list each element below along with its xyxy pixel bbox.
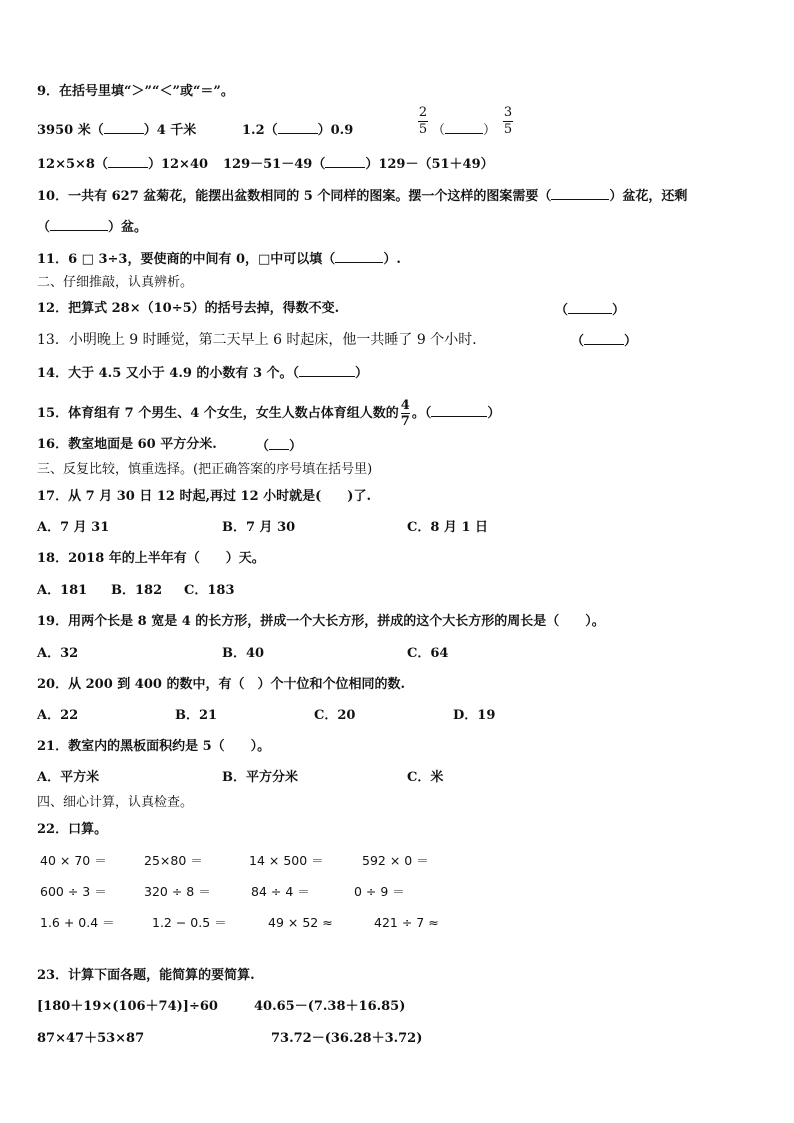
paren-right: ）	[624, 334, 638, 349]
q9-item-4-right: ）12×40	[147, 157, 209, 172]
answer-blank[interactable]	[335, 250, 383, 263]
q13-judge	[571, 332, 637, 350]
answer-blank[interactable]	[50, 218, 108, 231]
numerator: 2	[418, 105, 428, 120]
oral-calc-item: 0 ÷ 9 ＝	[354, 884, 405, 899]
q18-text: 18．2018 年的上半年有（ ）天。	[37, 551, 265, 566]
answer-blank[interactable]	[445, 121, 483, 134]
q13-text: 13．小明晚上 9 时睡觉，第二天早上 6 时起床，他一共睡了 9 个小时．	[37, 332, 487, 348]
oral-calc-item: 320 ÷ 8 ＝	[144, 884, 211, 899]
paren-left: （	[555, 303, 569, 318]
q17-option-c[interactable]: C．8 月 1 日	[407, 520, 489, 535]
paren-right: ）	[612, 303, 626, 318]
section-2-heading: 二、仔细推敲，认真辨析。	[37, 275, 194, 290]
paren-right: ）	[355, 366, 369, 381]
q11-text: 11．6 □ 3÷3，要使商的中间有 0，□中可以填（	[37, 252, 336, 267]
oral-calc-item: 49 × 52 ≈	[268, 915, 333, 930]
q11	[37, 250, 401, 268]
paren-right: ）	[289, 439, 303, 454]
q20-text: 20．从 200 到 400 的数中，有（ ）个十位和个位相同的数.	[37, 677, 405, 692]
q18-option-c[interactable]: C．183	[184, 583, 235, 598]
numerator: 4	[400, 398, 410, 413]
paren-left: （	[256, 439, 270, 454]
denominator: 5	[418, 122, 428, 137]
q21-text: 21．教室内的黑板面积约是 5（ ）。	[37, 739, 271, 754]
q9-item-5	[223, 155, 494, 173]
denominator: 7	[400, 414, 410, 429]
calc-expression: 73.72－(36.28＋3.72)	[271, 1031, 423, 1046]
q9-item-2	[242, 121, 353, 139]
q20-option-b[interactable]: B．21	[175, 708, 218, 723]
paren-left: （	[571, 334, 585, 349]
q10-text: 10．一共有 627 盆菊花，能摆出盆数相同的 5 个同样的图案。摆一个这样的图案需要（	[37, 189, 552, 204]
paren-right: ）	[487, 406, 501, 421]
q9-title: 9．在括号里填“＞”“＜”或“＝”。	[37, 84, 234, 99]
q15-text-end: 。（	[411, 406, 432, 421]
section-4-heading: 四、细心计算，认真检查。	[37, 795, 194, 810]
q9-item-4	[37, 155, 208, 173]
q9-item-4-left: 12×5×8（	[37, 157, 108, 172]
q14	[37, 364, 368, 382]
paren-left: （	[432, 123, 446, 138]
q16-judge	[256, 437, 302, 455]
q12-text: 12．把算式 28×（10÷5）的括号去掉，得数不变.	[37, 301, 340, 316]
q9-item-5-right: ）129－（51＋49）	[365, 157, 494, 172]
oral-calc-item: 1.2 − 0.5 ＝	[152, 915, 227, 930]
oral-calc-item: 84 ÷ 4 ＝	[251, 884, 310, 899]
answer-blank[interactable]	[269, 437, 289, 450]
q20-option-d[interactable]: D．19	[453, 708, 496, 723]
q20-option-a[interactable]: A．22	[37, 708, 79, 723]
q15-text: 15．体育组有 7 个男生、4 个女生，女生人数占体育组人数的	[37, 406, 399, 421]
answer-blank[interactable]	[551, 187, 609, 200]
q19-option-b[interactable]: B．40	[222, 646, 265, 661]
answer-blank[interactable]	[568, 301, 612, 314]
q9-item-3-blank	[432, 121, 496, 139]
numerator: 3	[503, 105, 513, 120]
q14-text: 14．大于 4.5 又小于 4.9 的小数有 3 个。（	[37, 366, 300, 381]
q9-item-1-left: 3950 米（	[37, 123, 104, 138]
q18-option-a[interactable]: A．181	[37, 583, 88, 598]
oral-calc-item: 40 × 70 ＝	[40, 853, 107, 868]
fraction-2-5	[418, 106, 428, 137]
calc-expression: 87×47＋53×87	[37, 1031, 145, 1046]
oral-calc-item: 421 ÷ 7 ≈	[374, 915, 439, 930]
q21-option-c[interactable]: C．米	[407, 770, 444, 785]
answer-blank[interactable]	[108, 155, 148, 168]
q9-item-2-left: 1.2（	[242, 123, 278, 138]
fraction-4-7	[401, 399, 410, 428]
answer-blank[interactable]	[431, 404, 487, 417]
q17-option-a[interactable]: A．7 月 31	[37, 520, 110, 535]
answer-blank[interactable]	[278, 121, 318, 134]
q21-option-b[interactable]: B．平方分米	[222, 770, 298, 785]
oral-calc-item: 14 × 500 ＝	[249, 853, 324, 868]
oral-calc-item: 1.6 + 0.4 ＝	[40, 915, 115, 930]
denominator: 5	[503, 122, 513, 137]
calc-expression: [180＋19×(106＋74)]÷60	[37, 999, 218, 1014]
q20-option-c[interactable]: C．20	[314, 708, 356, 723]
q22-title: 22．口算。	[37, 822, 108, 837]
q11-text-end: ）.	[383, 252, 401, 267]
q15	[37, 394, 500, 434]
answer-blank[interactable]	[299, 364, 355, 377]
oral-calc-item: 592 × 0 ＝	[362, 853, 429, 868]
answer-blank[interactable]	[325, 155, 365, 168]
calc-expression: 40.65－(7.38＋16.85)	[254, 999, 406, 1014]
section-3-heading: 三、反复比较，慎重选择。(把正确答案的序号填在括号里)	[37, 462, 373, 477]
oral-calc-item: 25×80 ＝	[144, 853, 203, 868]
answer-blank[interactable]	[584, 332, 624, 345]
q10-line-1	[37, 187, 687, 205]
q19-text: 19．用两个长是 8 宽是 4 的长方形，拼成一个大长方形，拼成的这个大长方形的周长是（ ）。	[37, 614, 605, 629]
fraction-3-5	[503, 106, 513, 137]
q9-item-2-right: ）0.9	[317, 123, 354, 138]
q21-option-a[interactable]: A．平方米	[37, 770, 100, 785]
paren-right: ）	[483, 123, 497, 138]
q19-option-a[interactable]: A．32	[37, 646, 79, 661]
q17-option-b[interactable]: B．7 月 30	[222, 520, 296, 535]
q16-text: 16．教室地面是 60 平方分米.	[37, 437, 217, 452]
q10-text-end: ）盆花，还剩	[609, 189, 688, 204]
answer-blank[interactable]	[104, 121, 144, 134]
q10-text-end-2: ）盆。	[108, 220, 148, 235]
q9-item-1	[37, 121, 196, 139]
q12-judge	[555, 301, 625, 319]
q18-option-b[interactable]: B．182	[111, 583, 163, 598]
q10-line-2	[37, 218, 147, 236]
q23-title: 23．计算下面各题，能简算的要简算.	[37, 968, 255, 983]
oral-calc-item: 600 ÷ 3 ＝	[40, 884, 107, 899]
q19-option-c[interactable]: C．64	[407, 646, 449, 661]
paren-left: （	[37, 220, 51, 235]
q9-item-1-right: ）4 千米	[143, 123, 197, 138]
q17-text: 17．从 7 月 30 日 12 时起,再过 12 小时就是( )了.	[37, 489, 371, 504]
q9-item-5-left: 129－51－49（	[223, 157, 326, 172]
